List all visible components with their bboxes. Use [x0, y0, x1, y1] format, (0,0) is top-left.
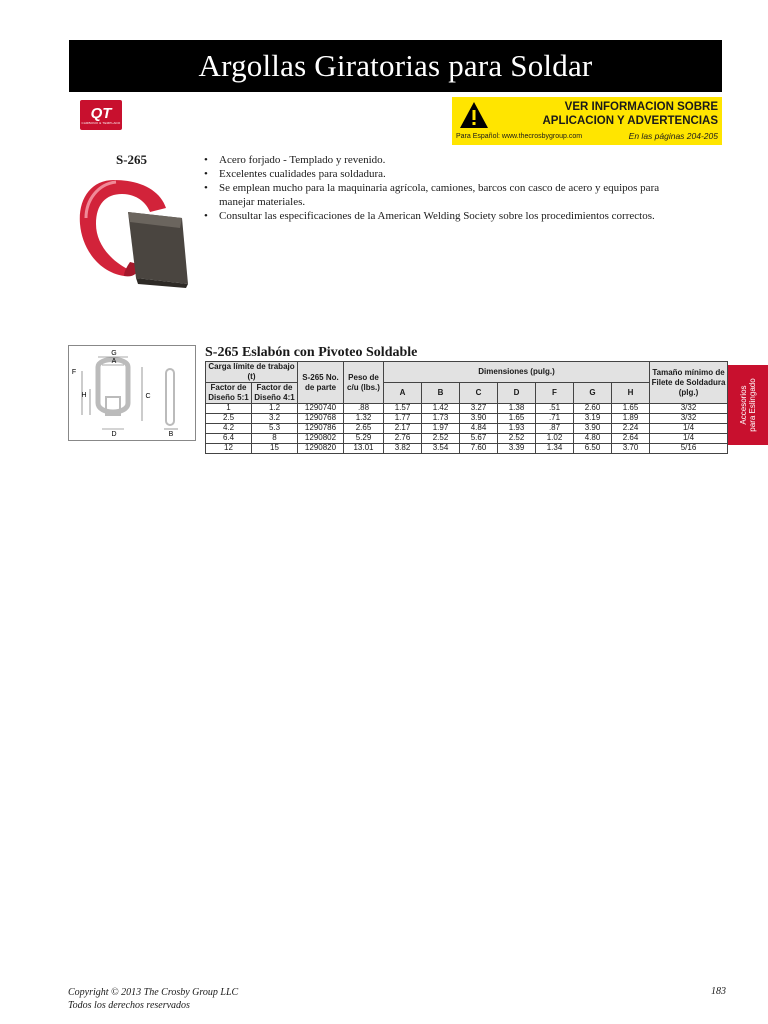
- table-cell: 2.60: [574, 404, 612, 414]
- feature-item: • Consultar las especificaciones de la American Welding Society sobre los procedimientos correctos.: [204, 209, 674, 223]
- dim-label-c: C: [145, 393, 151, 400]
- table-row: [206, 434, 728, 444]
- table-cell: 3/32: [650, 404, 728, 414]
- factor-5-header: Factor de Diseño 5:1: [206, 383, 252, 404]
- table-cell: 5/16: [650, 444, 728, 454]
- table-row: [206, 444, 728, 454]
- side-tab-line2: para Eslingado: [748, 378, 757, 432]
- table-cell: 2.17: [384, 424, 422, 434]
- table-cell: 1.65: [498, 414, 536, 424]
- warning-box: [452, 97, 722, 145]
- dim-c-header: C: [460, 383, 498, 404]
- product-model: S-265: [116, 152, 148, 167]
- table-cell: 1.32: [344, 414, 384, 424]
- table-cell: 1/4: [650, 424, 728, 434]
- table-cell: 3.70: [612, 444, 650, 454]
- table-cell: 3.2: [252, 414, 298, 424]
- table-cell: 1.34: [536, 444, 574, 454]
- table-cell: 1.77: [384, 414, 422, 424]
- dim-g-header: G: [574, 383, 612, 404]
- table-cell: 2.76: [384, 434, 422, 444]
- table-cell: 1290740: [298, 404, 344, 414]
- dimension-diagram: [68, 345, 196, 441]
- table-cell: 2.5: [206, 414, 252, 424]
- table-cell: 5.67: [460, 434, 498, 444]
- table-cell: 2.64: [612, 434, 650, 444]
- table-cell: 1: [206, 404, 252, 414]
- logo-mark: QT: [90, 104, 112, 122]
- table-cell: 5.29: [344, 434, 384, 444]
- copyright: Copyright © 2013 The Crosby Group LLC Todos los derechos reservados: [68, 987, 239, 1011]
- table-cell: 13.01: [344, 444, 384, 454]
- table-cell: 1.93: [498, 424, 536, 434]
- table-cell: 3.39: [498, 444, 536, 454]
- dim-label-g: G: [111, 350, 117, 357]
- table-cell: .71: [536, 414, 574, 424]
- dim-h-header: H: [612, 383, 650, 404]
- table-cell: 1.89: [612, 414, 650, 424]
- table-row: [206, 414, 728, 424]
- feature-item: • Acero forjado - Templado y revenido.: [204, 153, 674, 167]
- table-row: [206, 404, 728, 414]
- dim-d-header: D: [498, 383, 536, 404]
- warning-pages-note: En las páginas 204-205: [628, 131, 718, 141]
- dim-label-f: F: [71, 369, 77, 376]
- table-row: [206, 424, 728, 434]
- table-cell: 8: [252, 434, 298, 444]
- table-cell: 3.90: [574, 424, 612, 434]
- table-cell: 3.27: [460, 404, 498, 414]
- feature-list: [204, 153, 674, 223]
- table-cell: 12: [206, 444, 252, 454]
- table-cell: 3/32: [650, 414, 728, 424]
- table-cell: 1290820: [298, 444, 344, 454]
- table-cell: 1.2: [252, 404, 298, 414]
- feature-item: • Se emplean mucho para la maquinaria agrícola, camiones, barcos con casco de acero y equipos para manejar materiales.: [204, 181, 674, 209]
- dim-a-header: A: [384, 383, 422, 404]
- table-cell: 1290802: [298, 434, 344, 444]
- table-cell: 3.82: [384, 444, 422, 454]
- table-cell: 5.3: [252, 424, 298, 434]
- weight-header: Peso de c/u (lbs.): [344, 362, 384, 404]
- table-cell: .51: [536, 404, 574, 414]
- table-cell: 1290768: [298, 414, 344, 424]
- table-cell: 1.73: [422, 414, 460, 424]
- weld-size-header: Tamaño mínimo de Filete de Soldadura (plg.): [650, 362, 728, 404]
- table-cell: 3.19: [574, 414, 612, 424]
- dimensions-header: Dimensiones (pulg.): [384, 362, 650, 383]
- warning-heading: VER INFORMACION SOBRE APLICACION Y ADVERTENCIAS: [542, 101, 718, 127]
- table-cell: 15: [252, 444, 298, 454]
- section-side-tab[interactable]: [728, 365, 768, 445]
- table-cell: 6.4: [206, 434, 252, 444]
- table-cell: 1.02: [536, 434, 574, 444]
- table-cell: 1.42: [422, 404, 460, 414]
- table-cell: .88: [344, 404, 384, 414]
- part-number-header: S-265 No. de parte: [298, 362, 344, 404]
- dim-label-h: H: [81, 392, 87, 399]
- table-cell: 1.65: [612, 404, 650, 414]
- table-cell: 1.57: [384, 404, 422, 414]
- table-cell: 1/4: [650, 434, 728, 444]
- logo-caption: CARBONO & TEMPLADO: [81, 120, 121, 125]
- table-cell: 7.60: [460, 444, 498, 454]
- table-cell: 1.97: [422, 424, 460, 434]
- table-cell: 4.84: [460, 424, 498, 434]
- table-cell: 6.50: [574, 444, 612, 454]
- table-cell: .87: [536, 424, 574, 434]
- side-tab-line1: Accesorios: [739, 385, 748, 425]
- page-title: Argollas Giratorias para Soldar: [69, 40, 722, 92]
- page-number: 183: [711, 986, 726, 997]
- table-cell: 1.38: [498, 404, 536, 414]
- dim-label-d: D: [111, 431, 117, 438]
- dim-b-header: B: [422, 383, 460, 404]
- warning-spanish-note: Para Español: www.thecrosbygroup.com: [456, 133, 583, 140]
- qt-logo: [80, 100, 122, 130]
- dim-f-header: F: [536, 383, 574, 404]
- dim-label-b: B: [168, 431, 174, 438]
- table-cell: 1290786: [298, 424, 344, 434]
- warning-icon: [459, 101, 489, 129]
- table-cell: 4.2: [206, 424, 252, 434]
- factor-4-header: Factor de Diseño 4:1: [252, 383, 298, 404]
- feature-item: • Excelentes cualidades para soldadura.: [204, 167, 674, 181]
- table-cell: 2.52: [498, 434, 536, 444]
- section-title: S-265 Eslabón con Pivoteo Soldable: [205, 345, 418, 360]
- table-cell: 3.90: [460, 414, 498, 424]
- wll-header: Carga límite de trabajo (t): [206, 362, 298, 383]
- spec-table: [205, 361, 728, 454]
- table-cell: 4.80: [574, 434, 612, 444]
- table-cell: 2.24: [612, 424, 650, 434]
- table-cell: 2.52: [422, 434, 460, 444]
- dim-label-a: A: [111, 358, 117, 365]
- product-image: [74, 172, 200, 290]
- table-cell: 2.65: [344, 424, 384, 434]
- table-cell: 3.54: [422, 444, 460, 454]
